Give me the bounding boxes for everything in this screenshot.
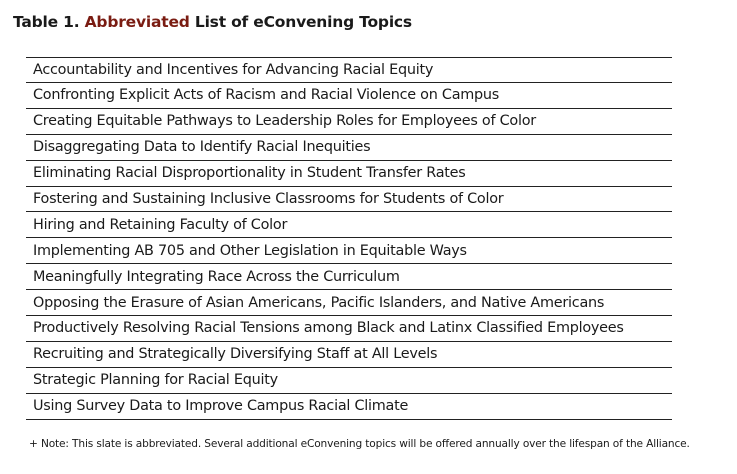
- table-row: Using Survey Data to Improve Campus Racial Climate: [26, 394, 672, 420]
- table-row: Recruiting and Strategically Diversifying Staff at All Levels: [26, 342, 672, 368]
- table-row: Fostering and Sustaining Inclusive Classrooms for Students of Color: [26, 187, 672, 213]
- table-row: Opposing the Erasure of Asian Americans, Pacific Islanders, and Native Americans: [26, 290, 672, 316]
- table-row: Productively Resolving Racial Tensions among Black and Latinx Classified Employees: [26, 316, 672, 342]
- table-row: Disaggregating Data to Identify Racial Inequities: [26, 135, 672, 161]
- table-row: Confronting Explicit Acts of Racism and Racial Violence on Campus: [26, 83, 672, 109]
- table-row: Accountability and Incentives for Advancing Racial Equity: [26, 58, 672, 83]
- table-row: Eliminating Racial Disproportionality in Student Transfer Rates: [26, 161, 672, 187]
- table-caption-prefix: Table 1.: [13, 13, 80, 31]
- footnote: + Note: This slate is abbreviated. Several additional eConvening topics will be offered annually over the lifespan of the Alliance.: [29, 438, 690, 450]
- table-row: Strategic Planning for Racial Equity: [26, 368, 672, 394]
- table-caption-rest: List of eConvening Topics: [194, 13, 412, 31]
- table-row: Hiring and Retaining Faculty of Color: [26, 212, 672, 238]
- table-row: Implementing AB 705 and Other Legislation in Equitable Ways: [26, 238, 672, 264]
- topics-table: [26, 57, 672, 420]
- table-row: Meaningfully Integrating Race Across the Curriculum: [26, 264, 672, 290]
- table-caption: [13, 13, 412, 31]
- table-caption-accent: Abbreviated: [84, 13, 190, 31]
- table-row: Creating Equitable Pathways to Leadership Roles for Employees of Color: [26, 109, 672, 135]
